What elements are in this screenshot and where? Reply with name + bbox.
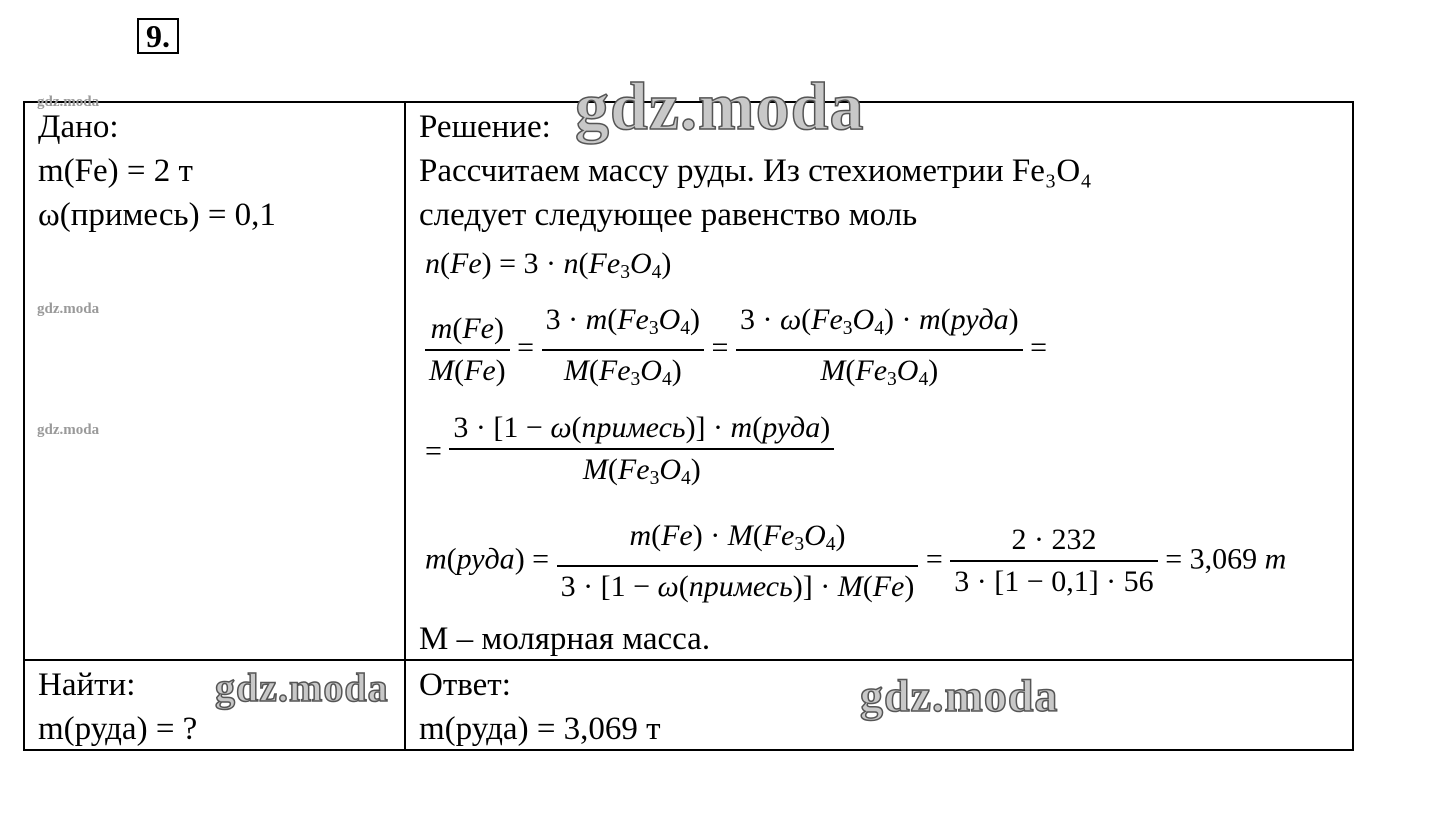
given-header: Дано:	[38, 109, 119, 145]
find-line: m(руда) = ?	[38, 711, 198, 747]
result-value: = 3,069	[1165, 542, 1258, 576]
answer-header: Ответ:	[419, 667, 511, 703]
watermark-medium-answer: gdz.moda	[860, 670, 1059, 721]
watermark-medium-find: gdz.moda	[215, 665, 389, 710]
given-line-impurity: ω(примесь) = 0,1	[38, 197, 276, 233]
watermark-small-2: gdz.moda	[37, 301, 100, 317]
table-divider-vertical	[404, 101, 406, 751]
watermark-small-3: gdz.moda	[37, 422, 100, 438]
formula-ore-mass: m(руда) = $\frac{m(Fe) \cdot M(Fe_3O_4)}{\text{3 · [1 − ω(примесь)] · M(Fe)}}$ = $\frac{2 \cdot 232}{3 \cdot [1 - 0,1] \cdot 56}$ = 3,069 т	[425, 516, 1286, 607]
solution-header: Решение:	[419, 109, 551, 145]
calc-denominator: 3 · [1 − 0,1] · 56	[950, 560, 1157, 602]
watermark-small-1: gdz.moda	[37, 94, 100, 110]
solution-text-2: следует следующее равенство моль	[419, 197, 918, 233]
formula-mole-ratio: $n(Fe) = 3 \cdot n(Fe_3O_4)$	[425, 247, 672, 283]
calc-numerator: 2 · 232	[1011, 523, 1097, 557]
answer-line: m(руда) = 3,069 т	[419, 711, 661, 747]
given-line-mass-fe: m(Fe) = 2 т	[38, 153, 193, 189]
result-unit: т	[1264, 542, 1287, 576]
solution-text-1: Рассчитаем массу руды. Из стехиометрии Fe₃O₄	[419, 153, 1092, 189]
solution-note: M – молярная масса.	[419, 621, 711, 657]
formula-impurity-substitution: = $\frac{\text{3 · [1 − ω(примесь)] · m(руда)}}{M(Fe_3O_4)}$	[425, 408, 834, 499]
find-header: Найти:	[38, 667, 136, 703]
watermark-large-top: gdz.moda	[575, 68, 865, 144]
problem-number: 9.	[137, 18, 179, 54]
formula-mass-ratio: $\frac{m(Fe)}{M(Fe)}$ = $\frac{3 \cdot m(Fe_3O_4)}{M(Fe_3O_4)}$ = $\frac{3 \cdot \omega(Fe_3O_4) \cdot m(руда)}{M(Fe_3O_4)}$ =	[425, 300, 1047, 400]
